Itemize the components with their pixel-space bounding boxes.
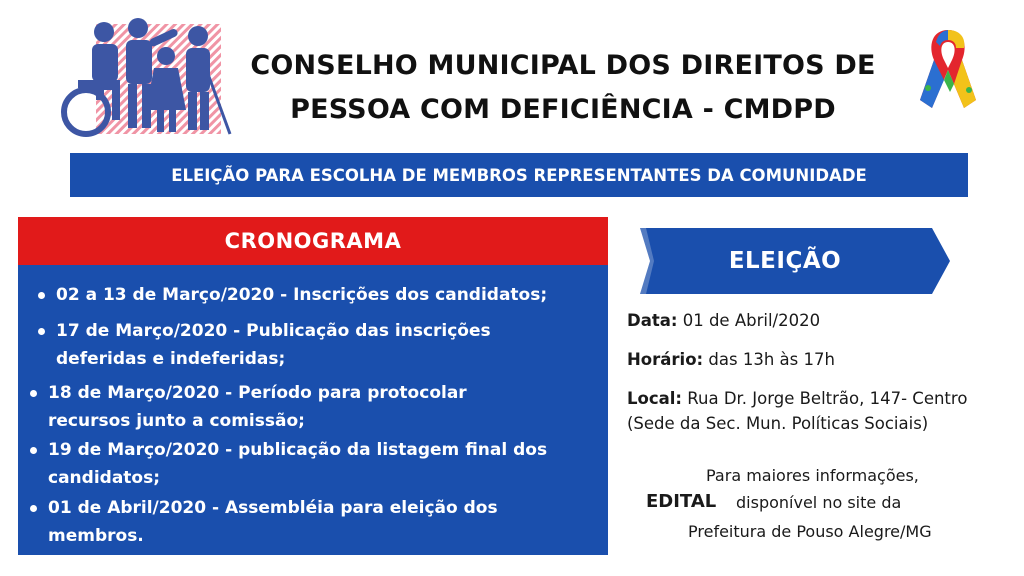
more-info-line-3: Prefeitura de Pouso Alegre/MG	[688, 522, 932, 541]
title-line-2: PESSOA COM DEFICIÊNCIA - CMDPD	[290, 94, 836, 125]
bullet-icon	[30, 447, 37, 454]
cronograma-heading: CRONOGRAMA	[18, 217, 608, 265]
cronograma-item: 19 de Março/2020 - publicação da listagem final dos candidatos;	[48, 436, 547, 492]
local-value-line-2: (Sede da Sec. Mun. Políticas Sociais)	[627, 414, 929, 433]
data-value: 01 de Abril/2020	[682, 311, 821, 330]
cronograma-item: 02 a 13 de Março/2020 - Inscrições dos candidatos;	[56, 281, 547, 309]
subtitle-banner: ELEIÇÃO PARA ESCOLHA DE MEMBROS REPRESENTANTES DA COMUNIDADE	[70, 153, 968, 197]
local-value-line-1: Rua Dr. Jorge Beltrão, 147- Centro	[687, 389, 968, 408]
autism-puzzle-ribbon-icon	[914, 22, 982, 114]
data-label: Data:	[627, 311, 678, 330]
eleicao-banner	[640, 228, 952, 294]
eleicao-heading: ELEIÇÃO	[728, 248, 842, 274]
cronograma-item: 18 de Março/2020 - Período para protocolar recursos junto a comissão;	[48, 379, 467, 435]
title-line-1: CONSELHO MUNICIPAL DOS DIREITOS DE	[250, 50, 876, 81]
horario-value: das 13h às 17h	[708, 350, 835, 369]
local-row	[627, 386, 967, 436]
more-info-line-1: Para maiores informações,	[706, 466, 919, 485]
data-row	[627, 308, 820, 333]
edital-label: EDITAL	[646, 491, 717, 512]
horario-label: Horário:	[627, 350, 704, 369]
cronograma-item: 01 de Abril/2020 - Assembléia para eleição dos membros.	[48, 494, 498, 550]
bullet-icon	[30, 505, 37, 512]
bullet-icon	[38, 292, 45, 299]
more-info-line-2: disponível no site da	[736, 493, 902, 512]
page-title	[218, 44, 908, 132]
cronograma-item: 17 de Março/2020 - Publicação das inscrições deferidas e indeferidas;	[56, 317, 491, 373]
accessibility-people-logo-icon	[56, 14, 234, 144]
cronograma-panel	[18, 217, 608, 555]
local-label: Local:	[627, 389, 683, 408]
horario-row	[627, 347, 835, 372]
bullet-icon	[38, 328, 45, 335]
bullet-icon	[30, 390, 37, 397]
